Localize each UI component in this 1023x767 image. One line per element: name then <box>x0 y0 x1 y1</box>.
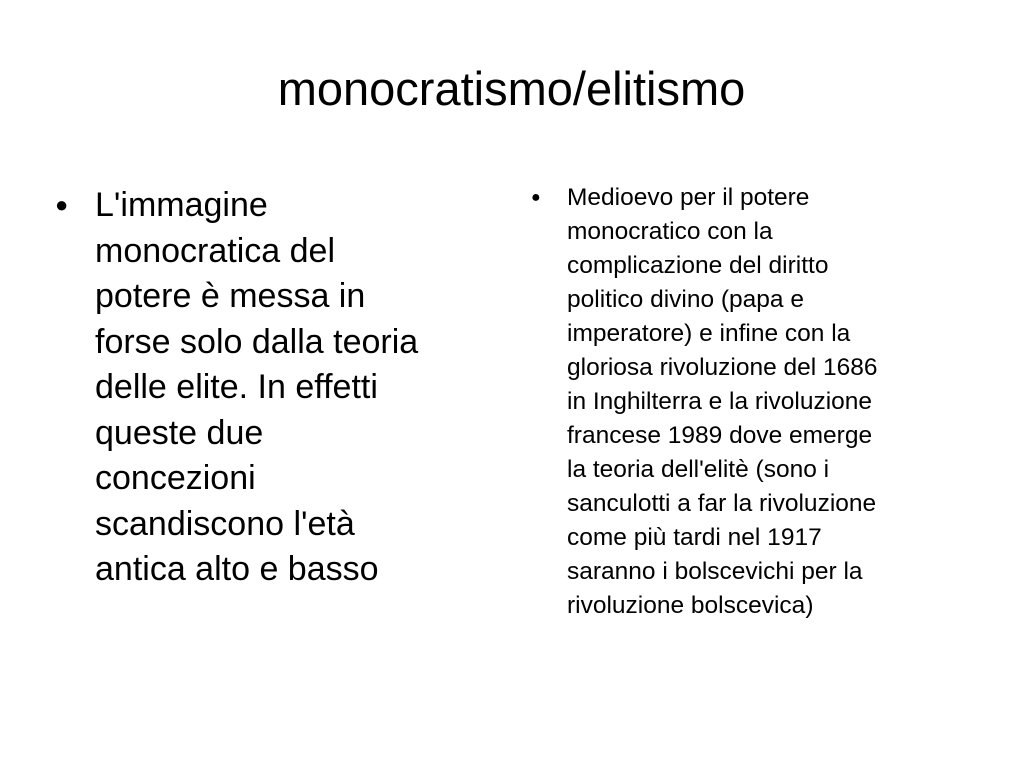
text-line: francese 1989 dove emerge <box>567 422 873 449</box>
left-bullet-text <box>95 183 495 593</box>
text-line: scandiscono l'età <box>95 504 355 543</box>
text-line: concezioni <box>95 459 256 497</box>
text-line: monocratica del <box>95 231 336 270</box>
text-line: la teoria dell'elitè (sono i <box>567 456 830 483</box>
right-bullet-item <box>531 181 971 623</box>
text-line: imperatore) e infine con la <box>567 320 851 347</box>
left-bullet-item <box>55 183 495 593</box>
bullet-icon: ● <box>55 192 69 217</box>
text-line: come più tardi nel 1917 <box>567 524 822 551</box>
text-line: delle elite. In effetti <box>95 368 378 406</box>
text-line: queste due <box>95 413 264 452</box>
text-line: in Inghilterra e la rivoluzione <box>567 388 873 415</box>
text-line: monocratico con la <box>567 218 773 245</box>
text-line: sanculotti a far la rivoluzione <box>567 490 877 517</box>
text-line: rivoluzione bolscevica) <box>567 592 814 619</box>
slide-title: monocratismo/elitismo <box>277 62 746 115</box>
text-line: politico divino (papa e <box>567 286 804 313</box>
text-line: Medioevo per il potere <box>567 184 810 211</box>
text-line: saranno i bolscevichi per la <box>567 558 863 585</box>
text-line: gloriosa rivoluzione del 1686 <box>567 354 878 381</box>
text-line: forse solo dalla teoria <box>95 322 419 361</box>
left-bullet-list <box>55 183 495 593</box>
text-line: potere è messa in <box>95 277 366 315</box>
bullet-icon: ● <box>531 189 541 206</box>
text-line: complicazione del diritto <box>567 252 829 279</box>
right-bullet-list <box>531 181 971 623</box>
text-line: antica alto e basso <box>95 550 379 588</box>
right-bullet-text <box>567 181 967 623</box>
text-line: L'immagine <box>95 186 268 224</box>
